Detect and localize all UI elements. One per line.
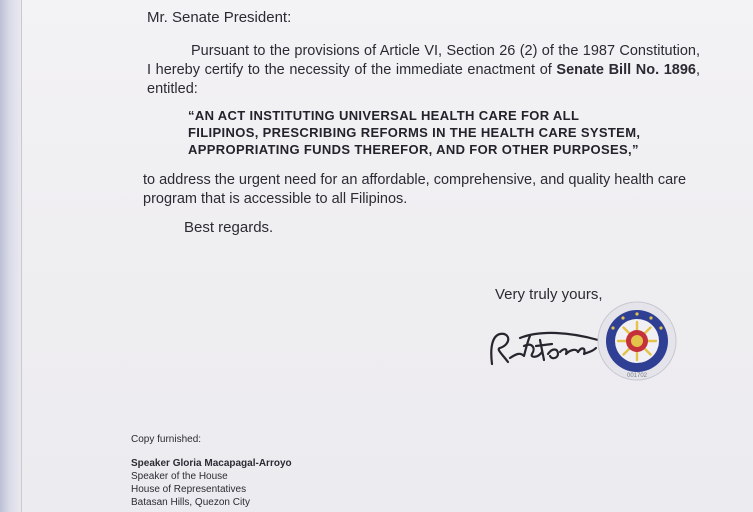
bill-title: “AN ACT INSTITUTING UNIVERSAL HEALTH CARE FOR ALL FILIPINOS, PRESCRIBING REFORMS IN THE HEALTH CARE SYSTEM, APPROPRIATING FUNDS THEREFOR, AND FOR OTHER PURPOSES,” [188, 108, 641, 157]
page-edge-shadow [0, 0, 22, 512]
copy-furnished-line: Batasan Hills, Quezon City [131, 497, 250, 508]
page-edge-line [21, 0, 22, 512]
copy-furnished-label: Copy furnished: [131, 434, 202, 445]
copy-furnished-line: House of Representatives [131, 484, 247, 495]
paragraph-purpose: to address the urgent need for an affordable, comprehensive, and quality health care program that is accessible to all Filipinos. [143, 172, 687, 207]
presidential-seal [596, 300, 678, 382]
paragraph-certification-text: Pursuant to the provisions of Article VI, Section 26 (2) of the 1987 Constitution, I hereby certify to the necessity of the immediate enactment of [147, 43, 700, 78]
seal-number: 001702 [626, 373, 648, 379]
closing-line: Very truly yours, [495, 286, 603, 303]
paragraph-certification [147, 42, 700, 99]
paragraph-certification-tail: , entitled: [147, 62, 700, 97]
copy-furnished-line: Speaker of the House [131, 471, 228, 482]
salutation: Mr. Senate President: [147, 9, 292, 26]
regards-line: Best regards. [184, 219, 274, 236]
senate-bill-number: Senate Bill No. 1896 [556, 62, 696, 78]
signature-image [480, 318, 610, 378]
copy-furnished-name: Speaker Gloria Macapagal-Arroyo [131, 458, 292, 469]
